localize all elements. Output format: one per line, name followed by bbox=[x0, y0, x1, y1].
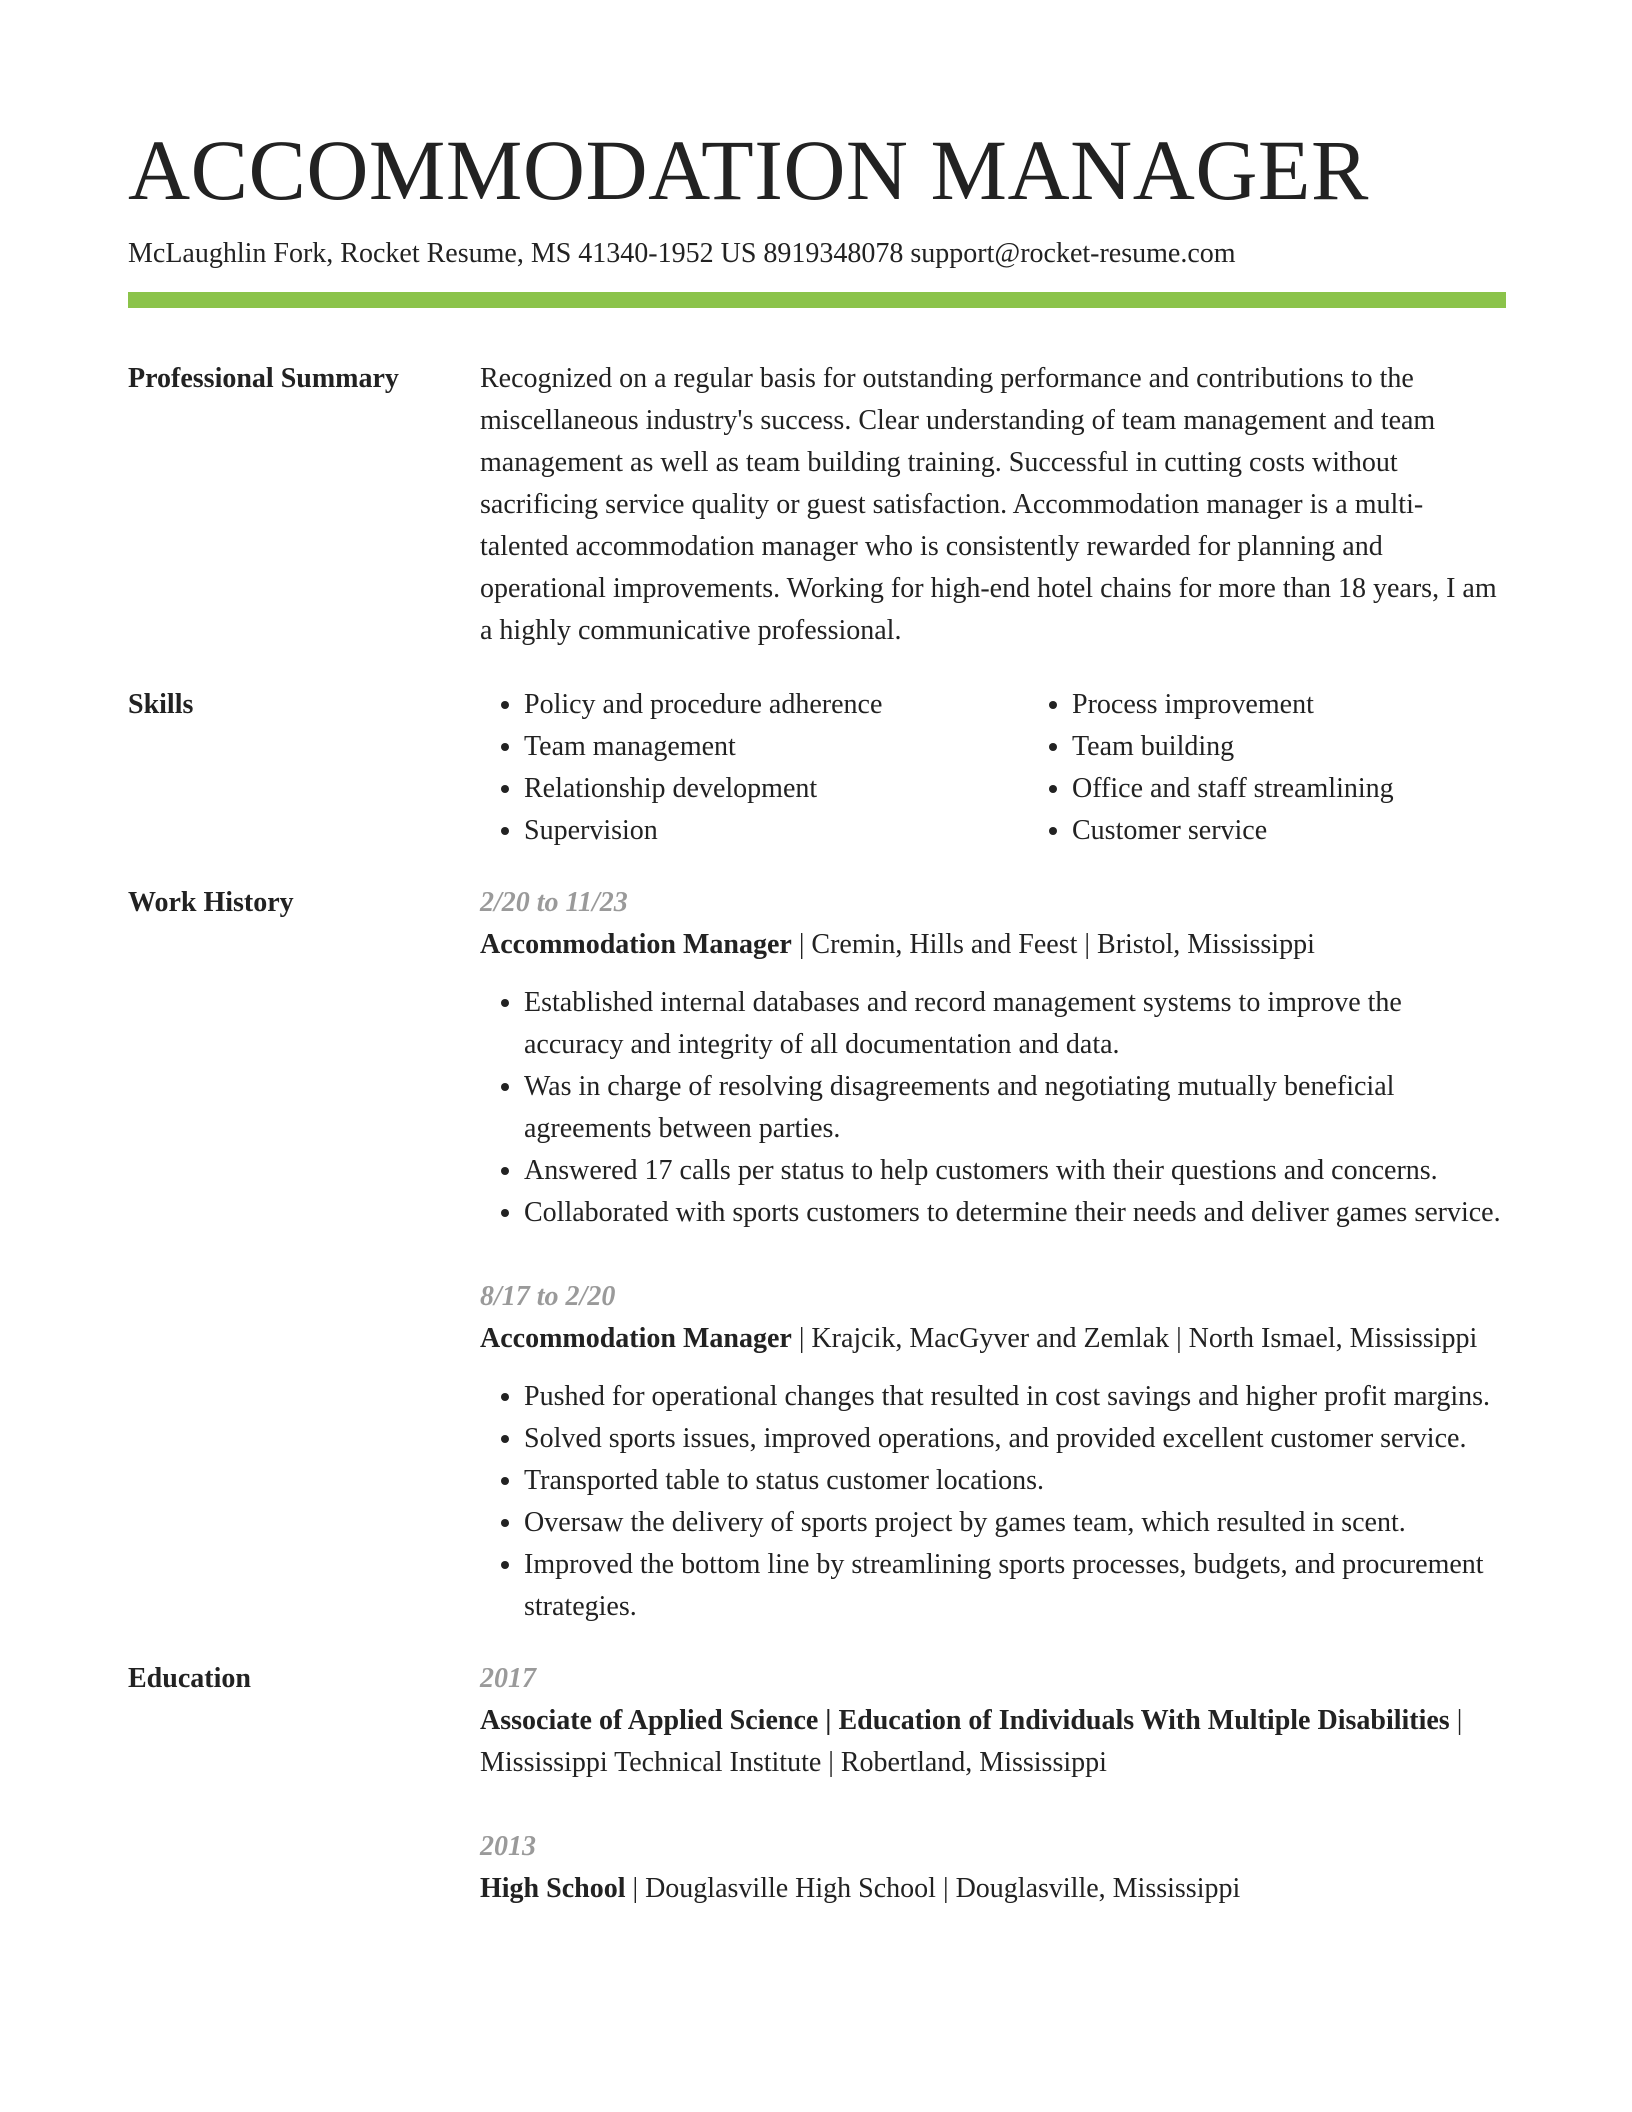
job-heading bbox=[480, 1318, 1506, 1360]
job-bullet: • Was in charge of resolving disagreements and negotiating mutually beneficial agreements between parties. bbox=[524, 1066, 1506, 1150]
work-history-body bbox=[480, 882, 1506, 1628]
degree-title: Associate of Applied Science | Education of Individuals With Multiple Disabilities bbox=[480, 1705, 1450, 1736]
job-bullet: • Collaborated with sports customers to determine their needs and deliver games service. bbox=[524, 1192, 1506, 1234]
job-title: Accommodation Manager bbox=[480, 1323, 792, 1354]
contact-info: McLaughlin Fork, Rocket Resume, MS 41340-1952 US 8919348078 support@rocket-resume.com bbox=[128, 238, 1236, 269]
candidate-title: ACCOMMODATION MANAGER bbox=[128, 122, 1369, 218]
resume-page bbox=[128, 118, 1506, 1910]
job-entry bbox=[480, 882, 1506, 1234]
skill-item: • Customer service bbox=[1072, 810, 1576, 852]
accent-divider bbox=[128, 292, 1506, 308]
job-bullet: • Solved sports issues, improved operations, and provided excellent customer service. bbox=[524, 1418, 1506, 1460]
job-bullet: • Oversaw the delivery of sports project by games team, which resulted in scent. bbox=[524, 1502, 1506, 1544]
job-bullets bbox=[480, 982, 1506, 1234]
summary-label: Professional Summary bbox=[128, 363, 399, 394]
work-history-label: Work History bbox=[128, 887, 294, 918]
skill-item: • Supervision bbox=[524, 810, 1028, 852]
job-entry bbox=[480, 1276, 1506, 1628]
school-details: | Douglasville High School | Douglasville, Mississippi bbox=[625, 1873, 1241, 1904]
skills-column-right bbox=[1028, 684, 1576, 852]
degree-title: High School bbox=[480, 1873, 626, 1904]
education-entry bbox=[480, 1658, 1506, 1784]
job-title: Accommodation Manager bbox=[480, 929, 792, 960]
skill-item: • Relationship development bbox=[524, 768, 1028, 810]
job-bullet: • Established internal databases and record management systems to improve the accuracy and integrity of all documentation and data. bbox=[524, 982, 1506, 1066]
skills-body bbox=[480, 684, 1576, 852]
education-label: Education bbox=[128, 1663, 251, 1694]
skills-section bbox=[128, 684, 1506, 852]
job-heading bbox=[480, 924, 1506, 966]
job-bullet: • Transported table to status customer locations. bbox=[524, 1460, 1506, 1502]
job-details: | Cremin, Hills and Feest | Bristol, Mississippi bbox=[791, 929, 1315, 960]
job-dates: 2/20 to 11/23 bbox=[480, 887, 628, 918]
job-bullets bbox=[480, 1376, 1506, 1628]
education-date: 2013 bbox=[480, 1831, 536, 1862]
education-body bbox=[480, 1658, 1506, 1910]
skill-item: • Policy and procedure adherence bbox=[524, 684, 1028, 726]
skill-item: • Office and staff streamlining bbox=[1072, 768, 1576, 810]
skill-item: • Team management bbox=[524, 726, 1028, 768]
skills-column-left bbox=[480, 684, 1028, 852]
job-bullet: • Pushed for operational changes that resulted in cost savings and higher profit margins. bbox=[524, 1376, 1506, 1418]
skill-item: • Team building bbox=[1072, 726, 1576, 768]
education-section bbox=[128, 1658, 1506, 1910]
job-details: | Krajcik, MacGyver and Zemlak | North Ismael, Mississippi bbox=[791, 1323, 1478, 1354]
job-bullet: • Improved the bottom line by streamlining sports processes, budgets, and procurement strategies. bbox=[524, 1544, 1506, 1628]
education-entry bbox=[480, 1826, 1506, 1910]
school-details: | Mississippi Technical Institute | Robertland, Mississippi bbox=[480, 1705, 1463, 1778]
summary-section bbox=[128, 358, 1506, 652]
skills-grid bbox=[480, 684, 1576, 852]
education-heading bbox=[480, 1868, 1506, 1910]
skills-label: Skills bbox=[128, 689, 194, 720]
education-date: 2017 bbox=[480, 1663, 536, 1694]
job-dates: 8/17 to 2/20 bbox=[480, 1281, 616, 1312]
skill-item: • Process improvement bbox=[1072, 684, 1576, 726]
work-history-section bbox=[128, 882, 1506, 1628]
summary-text: Recognized on a regular basis for outstanding performance and contributions to the miscellaneous industry's success. Clear understanding of team management and team management as well as team building training. Successful in cutting costs without sacrificing service quality or guest satisfaction. Accommodation manager is a multi-talented accommodation manager who is consistently rewarded for planning and operational improvements. Working for high-end hotel chains for more than 18 years, I am a highly communicative professional. bbox=[480, 363, 1497, 646]
job-bullet: • Answered 17 calls per status to help customers with their questions and concerns. bbox=[524, 1150, 1506, 1192]
education-heading bbox=[480, 1700, 1506, 1784]
